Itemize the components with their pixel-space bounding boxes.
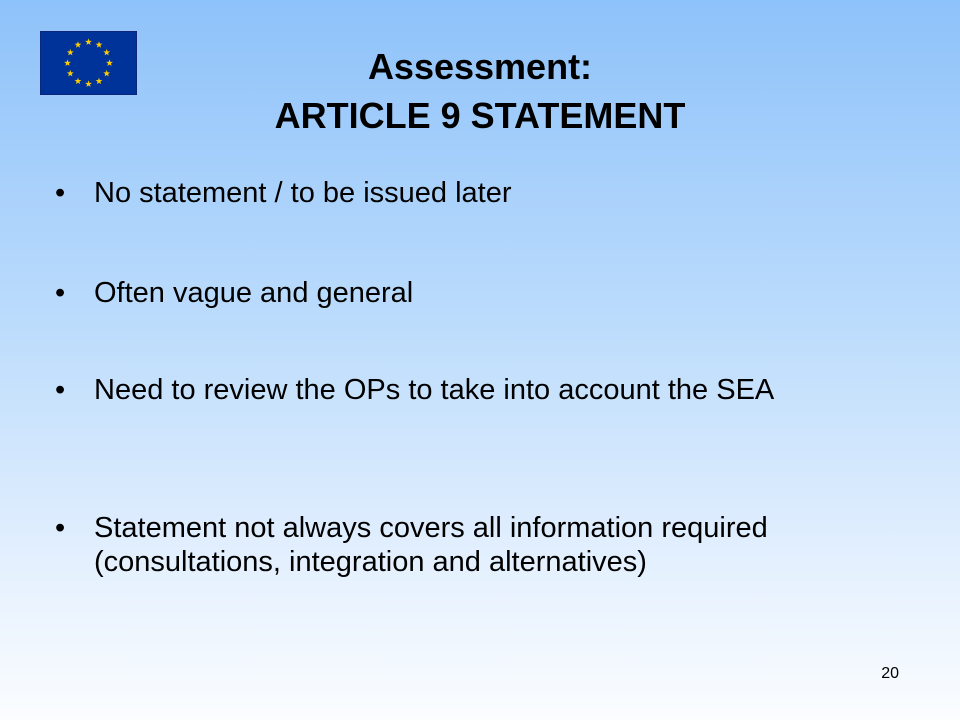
eu-flag-icon — [40, 31, 137, 95]
bullet-text: No statement / to be issued later — [94, 177, 512, 209]
bullet-dot: • — [55, 374, 66, 406]
bullet-item — [55, 373, 915, 407]
bullet-dot: • — [55, 177, 66, 209]
slide-number: 20 — [881, 665, 899, 682]
bullet-dot: • — [55, 512, 66, 544]
bullet-item — [55, 511, 915, 579]
bullet-text: Statement not always covers all information required (consultations, integration and alternatives) — [94, 512, 768, 578]
bullet-item — [55, 176, 915, 210]
slide-title-line-1: Assessment: — [367, 46, 593, 87]
bullet-text: Often vague and general — [94, 277, 414, 309]
bullet-item — [55, 276, 915, 310]
bullet-text: Need to review the OPs to take into account the SEA — [94, 374, 775, 406]
bullet-dot: • — [55, 277, 66, 309]
slide-title-line-2: ARTICLE 9 STATEMENT — [274, 95, 686, 136]
